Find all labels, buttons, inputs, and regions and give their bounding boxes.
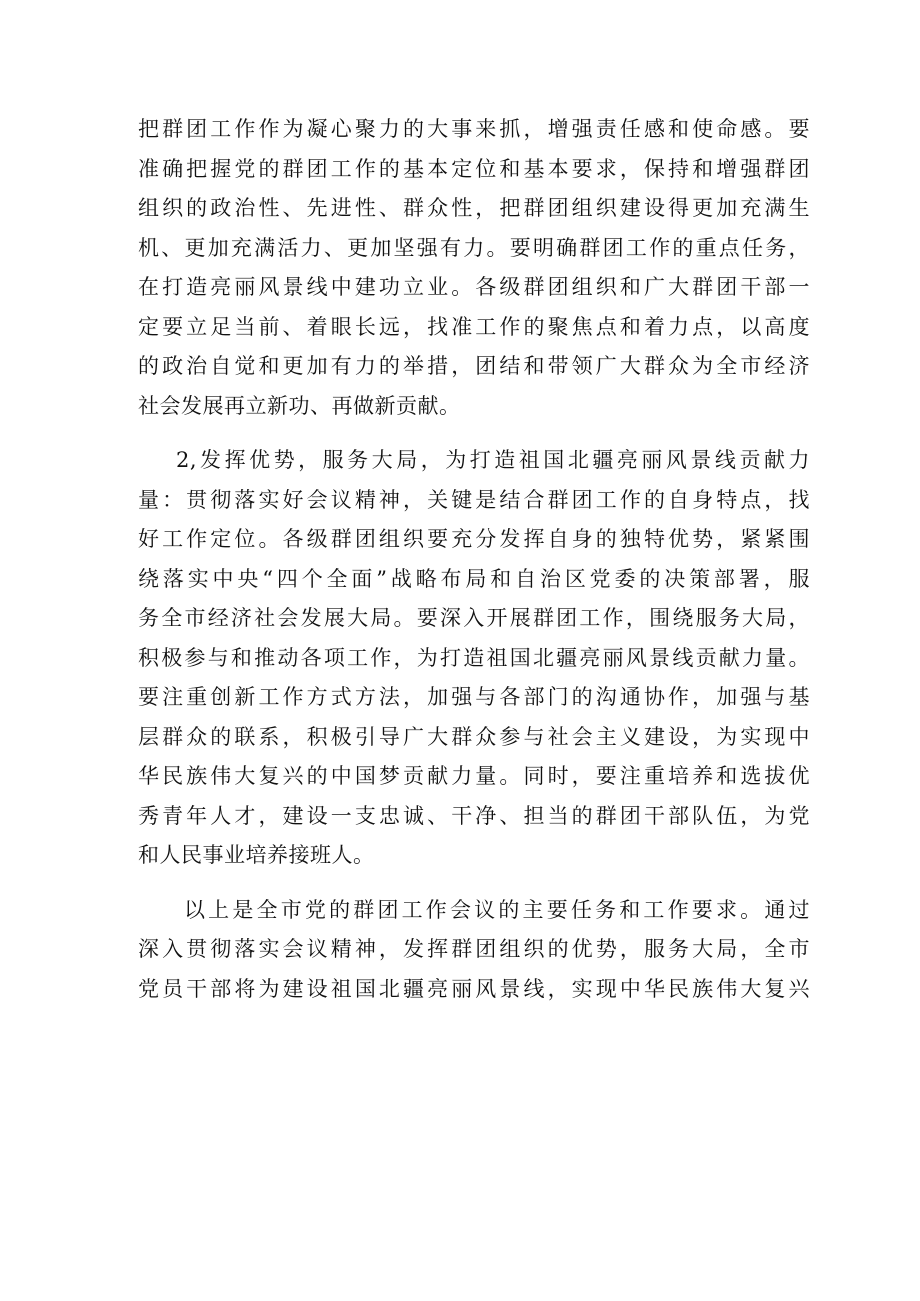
text-line: 机、更加充满活力、更加坚强有力。要明确群团工作的重点任务，	[138, 235, 810, 260]
paragraph-2	[138, 441, 810, 876]
text-line: 把群团工作作为凝心聚力的大事来抓，增强责任感和使命感。要	[138, 117, 810, 141]
text-line: 的政治自觉和更加有力的举措，团结和带领广大群众为全市经济	[138, 354, 810, 378]
text-line: 党员干部将为建设祖国北疆亮丽风景线，实现中华民族伟大复兴	[138, 976, 810, 1001]
text-line: 层群众的联系，积极引导广大群众参与社会主义建设，为实现中	[138, 724, 810, 749]
text-line: 积极参与和推动各项工作，为打造祖国北疆亮丽风景线贡献力量。	[138, 645, 810, 670]
text-line: 深入贯彻落实会议精神，发挥群团组织的优势，服务大局，全市	[138, 937, 810, 961]
text-line: 绕落实中央“四个全面”战略布局和自治区党委的决策部署，服	[138, 566, 810, 591]
text-line: 量：贯彻落实好会议精神，关键是结合群团工作的自身特点，找	[138, 487, 810, 512]
paragraph-1	[138, 110, 810, 426]
text-line: 务全市经济社会发展大局。要深入开展群团工作，围绕服务大局，	[138, 606, 810, 630]
text-line: 和人民事业培养接班人。	[138, 843, 375, 867]
text-line: 要注重创新工作方式方法，加强与各部门的沟通协作，加强与基	[138, 685, 810, 709]
text-line: 准确把握党的群团工作的基本定位和基本要求，保持和增强群团	[138, 156, 810, 181]
text-line: 华民族伟大复兴的中国梦贡献力量。同时，要注重培养和选拔优	[138, 764, 810, 788]
text-line: 定要立足当前、着眼长远，找准工作的聚焦点和着力点，以高度	[138, 314, 810, 339]
text-line: 好工作定位。各级群团组织要充分发挥自身的独特优势，紧紧围	[138, 527, 810, 551]
text-line: 秀青年人才，建设一支忠诚、干净、担当的群团干部队伍，为党	[138, 803, 810, 828]
text-line: 组织的政治性、先进性、群众性，把群团组织建设得更加充满生	[138, 196, 810, 220]
text-line: 在打造亮丽风景线中建功立业。各级群团组织和广大群团干部一	[138, 275, 810, 299]
document-body	[138, 110, 810, 1009]
text-line: 社会发展再立新功、再做新贡献。	[138, 393, 461, 418]
text-line: 以上是全市党的群团工作会议的主要任务和工作要求。通过	[184, 897, 810, 922]
text-line: 2,发挥优势，服务大局，为打造祖国北疆亮丽风景线贡献力	[176, 448, 810, 472]
paragraph-3	[138, 891, 810, 1010]
